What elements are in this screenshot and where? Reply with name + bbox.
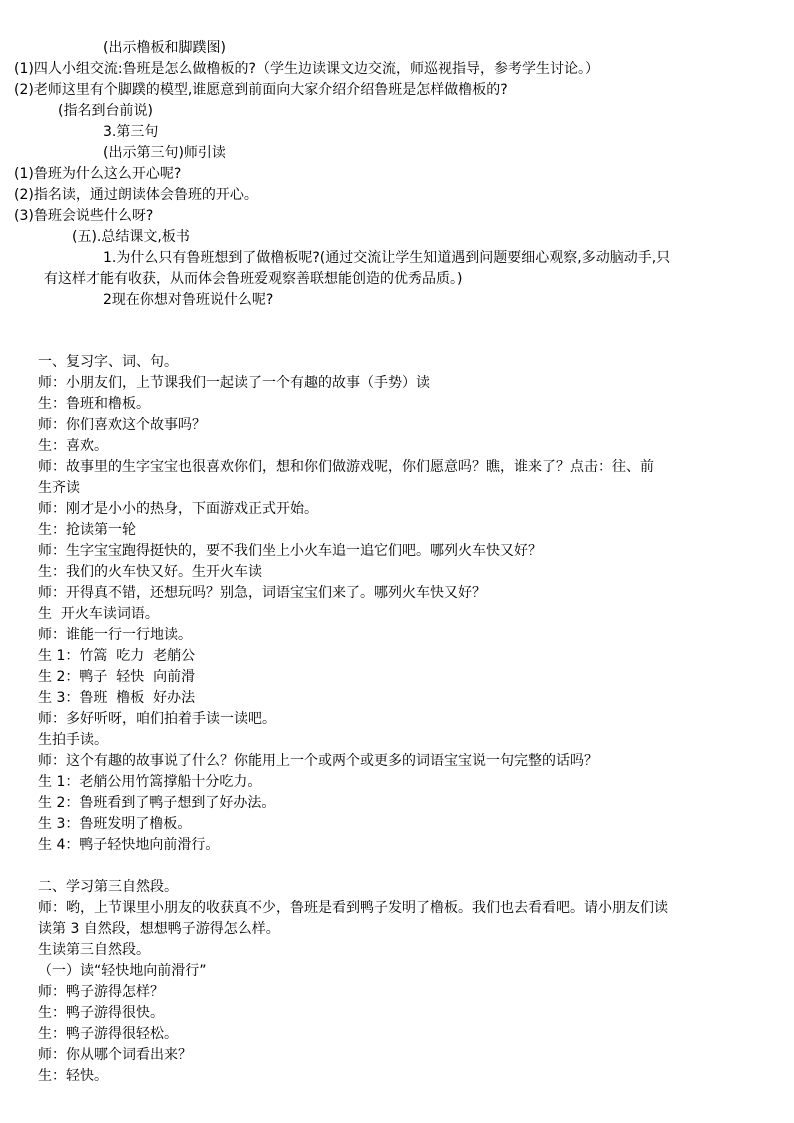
text-line: (2)指名读，通过朗读体会鲁班的开心。 bbox=[14, 187, 258, 203]
text-line: 生读第三自然段。 bbox=[38, 942, 150, 958]
text-line: 生 1：竹篙 吃力 老艄公 bbox=[38, 648, 196, 664]
text-line: 生 4：鸭子轻快地向前滑行。 bbox=[38, 837, 220, 853]
text-line: (五).总结课文,板书 bbox=[72, 229, 190, 245]
text-line: 生齐读 bbox=[38, 480, 80, 496]
text-line: 师：谁能一行一行地读。 bbox=[38, 627, 192, 643]
text-line: 读第 3 自然段，想想鸭子游得怎么样。 bbox=[38, 921, 280, 937]
text-line: 生拍手读。 bbox=[38, 732, 108, 748]
text-line: 1.为什么只有鲁班想到了做橹板呢?(通过交流让学生知道遇到问题要细心观察,多动脑动手,只 bbox=[103, 250, 671, 266]
text-line: (3)鲁班会说些什么呀? bbox=[14, 208, 154, 224]
text-line: 生：鸭子游得很快。 bbox=[38, 1005, 164, 1021]
text-line: 师：你从哪个词看出来？ bbox=[38, 1047, 192, 1063]
text-line: 生：我们的火车快又好。生开火车读 bbox=[38, 564, 262, 580]
text-line: 生 2：鲁班看到了鸭子想到了好办法。 bbox=[38, 795, 276, 811]
text-line: 2现在你想对鲁班说什么呢? bbox=[103, 292, 274, 308]
text-line: (1)四人小组交流:鲁班是怎么做橹板的?（学生边读课文边交流，师巡视指导，参考学生讨论。） bbox=[14, 61, 599, 77]
text-line: 师：小朋友们，上节课我们一起读了一个有趣的故事（手势）读 bbox=[38, 375, 430, 391]
text-line: (1)鲁班为什么这么开心呢? bbox=[14, 166, 182, 182]
text-line: 生 2：鸭子 轻快 向前滑 bbox=[38, 669, 196, 685]
text-line: 师：鸭子游得怎样？ bbox=[38, 984, 164, 1000]
text-line: 生 3：鲁班发明了橹板。 bbox=[38, 816, 192, 832]
text-line: 生：轻快。 bbox=[38, 1068, 108, 1084]
text-line: 有这样才能有收获，从而体会鲁班爱观察善联想能创造的优秀品质。) bbox=[44, 271, 463, 287]
text-line: 生 1：老艄公用竹篙撑船十分吃力。 bbox=[38, 774, 262, 790]
text-line: （一）读“轻快地向前滑行” bbox=[38, 963, 207, 979]
text-line: 生：抢读第一轮 bbox=[38, 522, 136, 538]
text-line: 生 开火车读词语。 bbox=[38, 606, 159, 622]
text-line: 生：喜欢。 bbox=[38, 438, 108, 454]
text-line: 3.第三句 bbox=[103, 124, 159, 140]
section-heading: 二、学习第三自然段。 bbox=[38, 879, 178, 895]
text-line: 师：你们喜欢这个故事吗？ bbox=[38, 417, 206, 433]
text-line: 师：故事里的生字宝宝也很喜欢你们，想和你们做游戏呢，你们愿意吗？瞧，谁来了？点击：往、前 bbox=[38, 459, 654, 475]
text-line: 生：鲁班和橹板。 bbox=[38, 396, 150, 412]
text-line: (2)老师这里有个脚蹼的模型,谁愿意到前面向大家介绍介绍鲁班是怎样做橹板的? bbox=[14, 82, 508, 98]
text-line: 师：生字宝宝跑得挺快的，要不我们坐上小火车追一追它们吧。哪列火车快又好？ bbox=[38, 543, 542, 559]
text-line: 师：这个有趣的故事说了什么？你能用上一个或两个或更多的词语宝宝说一句完整的话吗？ bbox=[38, 753, 598, 769]
text-line: 师：多好听呀，咱们拍着手读一读吧。 bbox=[38, 711, 276, 727]
text-line: (出示第三句)师引读 bbox=[103, 145, 226, 161]
text-line: (指名到台前说) bbox=[58, 103, 153, 119]
text-line: 师：刚才是小小的热身，下面游戏正式开始。 bbox=[38, 501, 318, 517]
text-line: 生 3：鲁班 橹板 好办法 bbox=[38, 690, 196, 706]
text-line: 师：哟，上节课里小朋友的收获真不少，鲁班是看到鸭子发明了橹板。我们也去看看吧。请小朋友们读 bbox=[38, 900, 668, 916]
section-heading: 一、复习字、词、句。 bbox=[38, 354, 178, 370]
text-line: 生：鸭子游得很轻松。 bbox=[38, 1026, 178, 1042]
text-line: (出示橹板和脚蹼图) bbox=[103, 40, 226, 56]
text-line: 师：开得真不错，还想玩吗？别急，词语宝宝们来了。哪列火车快又好？ bbox=[38, 585, 486, 601]
